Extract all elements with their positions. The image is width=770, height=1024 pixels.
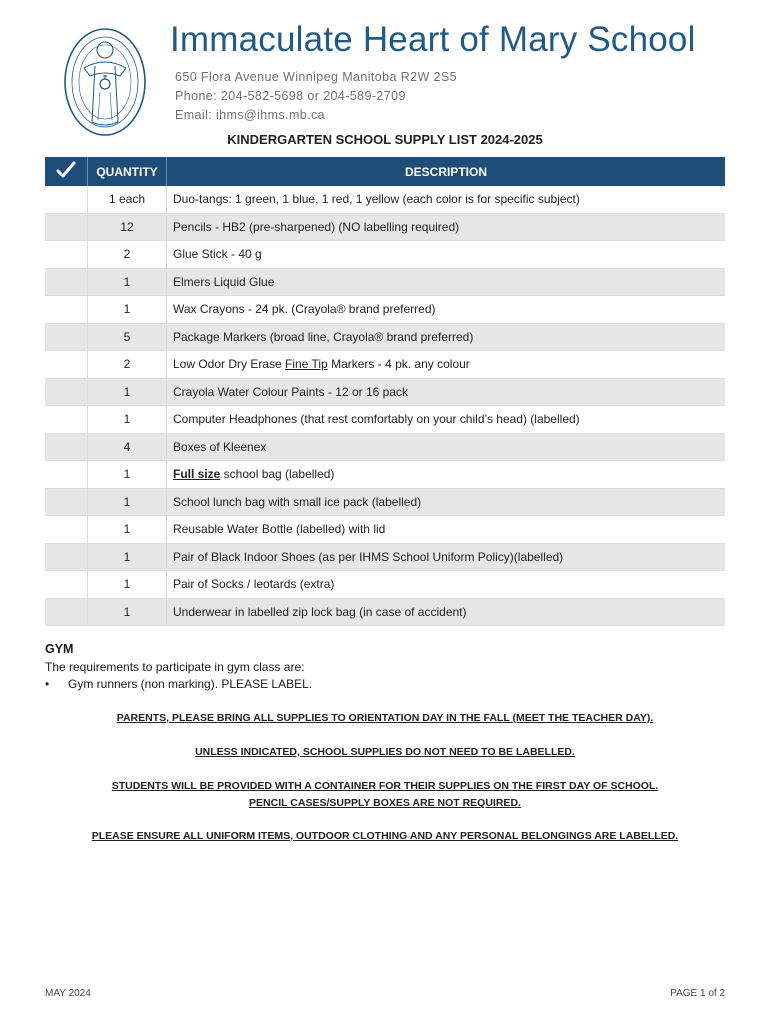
description-cell: Computer Headphones (that rest comfortably on your child’s head) (labelled) bbox=[167, 406, 726, 434]
footer-date: MAY 2024 bbox=[45, 988, 91, 999]
school-email: Email: ihms@ihms.mb.ca bbox=[175, 108, 325, 122]
checkbox-cell[interactable] bbox=[45, 433, 88, 461]
checkmark-icon-glyph bbox=[56, 161, 76, 179]
description-cell bbox=[167, 351, 726, 379]
quantity-cell: 4 bbox=[88, 433, 167, 461]
table-row bbox=[45, 268, 725, 296]
checkmark-icon bbox=[45, 157, 88, 186]
table-header-row bbox=[45, 157, 725, 186]
table-row bbox=[45, 213, 725, 241]
note-labelling: UNLESS INDICATED, SCHOOL SUPPLIES DO NOT NEED TO BE LABELLED. bbox=[195, 746, 575, 758]
table-row bbox=[45, 543, 725, 571]
checkbox-cell[interactable] bbox=[45, 406, 88, 434]
checkbox-cell[interactable] bbox=[45, 543, 88, 571]
table-row bbox=[45, 186, 725, 213]
description-cell: Wax Crayons - 24 pk. (Crayola® brand preferred) bbox=[167, 296, 726, 324]
description-cell: Elmers Liquid Glue bbox=[167, 268, 726, 296]
checkbox-cell[interactable] bbox=[45, 296, 88, 324]
column-header-description: DESCRIPTION bbox=[167, 157, 726, 186]
checkbox-cell[interactable] bbox=[45, 488, 88, 516]
table-row bbox=[45, 406, 725, 434]
checkbox-cell[interactable] bbox=[45, 213, 88, 241]
gym-heading: GYM bbox=[45, 642, 74, 656]
gym-bullet-item bbox=[45, 677, 312, 691]
supply-list-title: KINDERGARTEN SCHOOL SUPPLY LIST 2024-2025 bbox=[227, 132, 543, 147]
description-desc-post: Markers - 4 pk. any colour bbox=[327, 357, 470, 372]
checkbox-cell[interactable] bbox=[45, 241, 88, 269]
description-desc-emph: Fine Tip bbox=[285, 357, 328, 372]
checkbox-cell[interactable] bbox=[45, 598, 88, 626]
checkbox-cell[interactable] bbox=[45, 378, 88, 406]
description-desc-emph-bold: Full size bbox=[173, 467, 221, 482]
table-row bbox=[45, 323, 725, 351]
school-address: 650 Flora Avenue Winnipeg Manitoba R2W 2S5 bbox=[175, 70, 458, 84]
checkbox-cell[interactable] bbox=[45, 268, 88, 296]
description-cell: Pencils - HB2 (pre-sharpened) (NO labelling required) bbox=[167, 213, 726, 241]
table-row bbox=[45, 296, 725, 324]
table-row bbox=[45, 351, 725, 379]
quantity-cell: 1 bbox=[88, 516, 167, 544]
checkbox-cell[interactable] bbox=[45, 516, 88, 544]
description-cell: Duo-tangs: 1 green, 1 blue, 1 red, 1 yellow (each color is for specific subject) bbox=[167, 186, 726, 213]
description-desc-pre: Low Odor Dry Erase bbox=[173, 357, 286, 372]
table-row bbox=[45, 461, 725, 489]
quantity-cell: 1 bbox=[88, 598, 167, 626]
quantity-cell: 2 bbox=[88, 241, 167, 269]
quantity-cell: 1 bbox=[88, 268, 167, 296]
table-row bbox=[45, 516, 725, 544]
checkbox-cell[interactable] bbox=[45, 351, 88, 379]
description-cell: Pair of Socks / leotards (extra) bbox=[167, 571, 726, 599]
note-pencil-cases: PENCIL CASES/SUPPLY BOXES ARE NOT REQUIRED. bbox=[249, 797, 521, 809]
note-orientation-day: PARENTS, PLEASE BRING ALL SUPPLIES TO ORIENTATION DAY IN THE FALL (MEET THE TEACHER DAY). bbox=[116, 712, 654, 724]
gym-requirements-text: The requirements to participate in gym class are: bbox=[45, 660, 305, 674]
quantity-cell: 5 bbox=[88, 323, 167, 351]
school-phone: Phone: 204-582-5698 or 204-589-2709 bbox=[175, 89, 406, 103]
gym-bullet-text: Gym runners (non marking). PLEASE LABEL. bbox=[68, 677, 313, 691]
supply-table bbox=[45, 157, 725, 626]
description-cell: Reusable Water Bottle (labelled) with lid bbox=[167, 516, 726, 544]
description-cell: Crayola Water Colour Paints - 12 or 16 pack bbox=[167, 378, 726, 406]
description-cell: School lunch bag with small ice pack (labelled) bbox=[167, 488, 726, 516]
description-desc-post: school bag (labelled) bbox=[220, 467, 335, 482]
table-row bbox=[45, 488, 725, 516]
description-cell: Glue Stick - 40 g bbox=[167, 241, 726, 269]
school-logo bbox=[62, 26, 148, 138]
footer-page-number: PAGE 1 of 2 bbox=[670, 988, 725, 999]
quantity-cell: 1 bbox=[88, 543, 167, 571]
column-header-quantity: QUANTITY bbox=[88, 157, 167, 186]
table-row bbox=[45, 378, 725, 406]
quantity-cell: 12 bbox=[88, 213, 167, 241]
description-cell: Boxes of Kleenex bbox=[167, 433, 726, 461]
table-row bbox=[45, 571, 725, 599]
checkbox-cell[interactable] bbox=[45, 323, 88, 351]
description-cell bbox=[167, 461, 726, 489]
description-cell: Pair of Black Indoor Shoes (as per IHMS School Uniform Policy)(labelled) bbox=[167, 543, 726, 571]
checkbox-cell[interactable] bbox=[45, 186, 88, 213]
quantity-cell: 1 bbox=[88, 571, 167, 599]
quantity-cell: 1 bbox=[88, 406, 167, 434]
checkbox-cell[interactable] bbox=[45, 571, 88, 599]
table-row bbox=[45, 598, 725, 626]
bullet-icon: • bbox=[45, 677, 50, 691]
note-uniform-labelled: PLEASE ENSURE ALL UNIFORM ITEMS, OUTDOOR CLOTHING AND ANY PERSONAL BELONGINGS ARE LABELLED. bbox=[91, 830, 679, 842]
description-cell: Underwear in labelled zip lock bag (in case of accident) bbox=[167, 598, 726, 626]
note-container: STUDENTS WILL BE PROVIDED WITH A CONTAINER FOR THEIR SUPPLIES ON THE FIRST DAY OF SCHOOL. bbox=[111, 780, 659, 792]
description-cell: Package Markers (broad line, Crayola® brand preferred) bbox=[167, 323, 726, 351]
table-row bbox=[45, 433, 725, 461]
checkbox-cell[interactable] bbox=[45, 461, 88, 489]
quantity-cell: 1 bbox=[88, 378, 167, 406]
quantity-cell: 1 bbox=[88, 488, 167, 516]
quantity-cell: 1 each bbox=[88, 186, 167, 213]
quantity-cell: 1 bbox=[88, 296, 167, 324]
school-name: Immaculate Heart of Mary School bbox=[170, 20, 696, 59]
table-row bbox=[45, 241, 725, 269]
quantity-cell: 2 bbox=[88, 351, 167, 379]
quantity-cell: 1 bbox=[88, 461, 167, 489]
